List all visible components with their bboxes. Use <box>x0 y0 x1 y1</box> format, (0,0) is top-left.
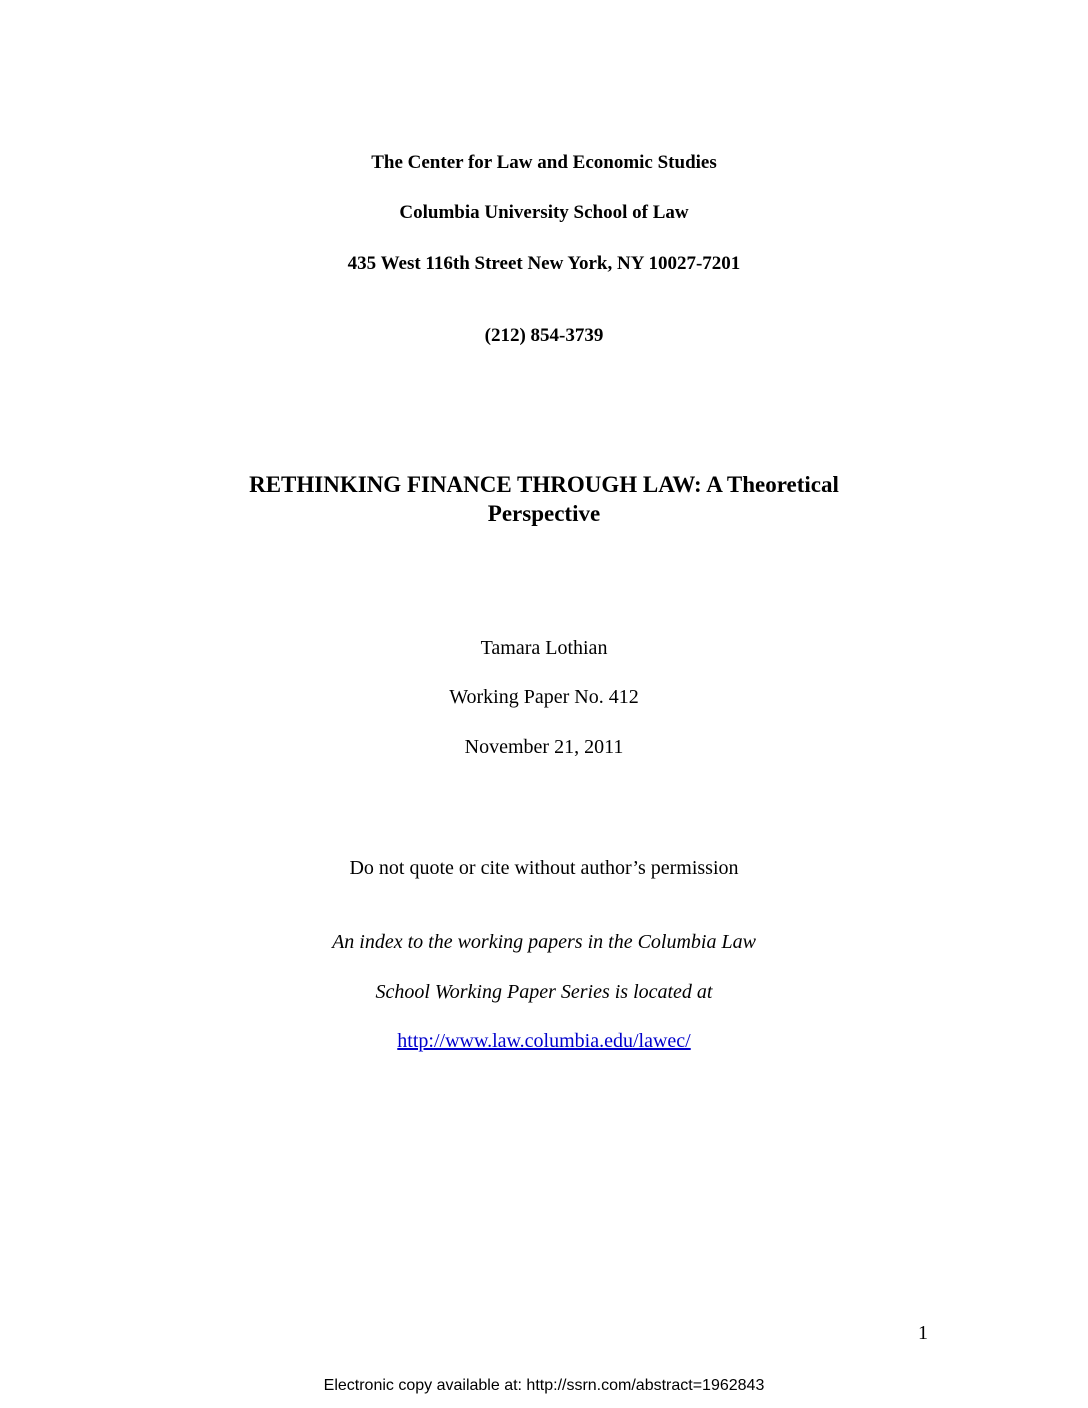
working-paper-number: Working Paper No. 412 <box>449 686 639 708</box>
phone-number: (212) 854-3739 <box>484 325 604 346</box>
school-address: 435 West 116th Street New York, NY 10027-7201 <box>347 253 741 274</box>
center-name: The Center for Law and Economic Studies <box>371 152 717 173</box>
paper-title-line-2: Perspective <box>487 501 601 526</box>
page-number: 1 <box>918 1322 928 1344</box>
author-name: Tamara Lothian <box>480 637 608 659</box>
school-name: Columbia University School of Law <box>399 202 689 223</box>
index-note-line-2: School Working Paper Series is located at <box>375 981 713 1003</box>
index-note-line-1: An index to the working papers in the Columbia Law <box>332 931 756 953</box>
citation-notice: Do not quote or cite without author’s permission <box>349 857 739 879</box>
ssrn-footer: Electronic copy available at: http://ssrn.com/abstract=1962843 <box>323 1377 765 1394</box>
paper-date: November 21, 2011 <box>464 736 624 758</box>
paper-title-line-1: RETHINKING FINANCE THROUGH LAW: A Theoretical <box>249 472 839 497</box>
index-url-link[interactable]: http://www.law.columbia.edu/lawec/ <box>397 1030 691 1052</box>
index-link-container <box>0 1030 1088 1053</box>
